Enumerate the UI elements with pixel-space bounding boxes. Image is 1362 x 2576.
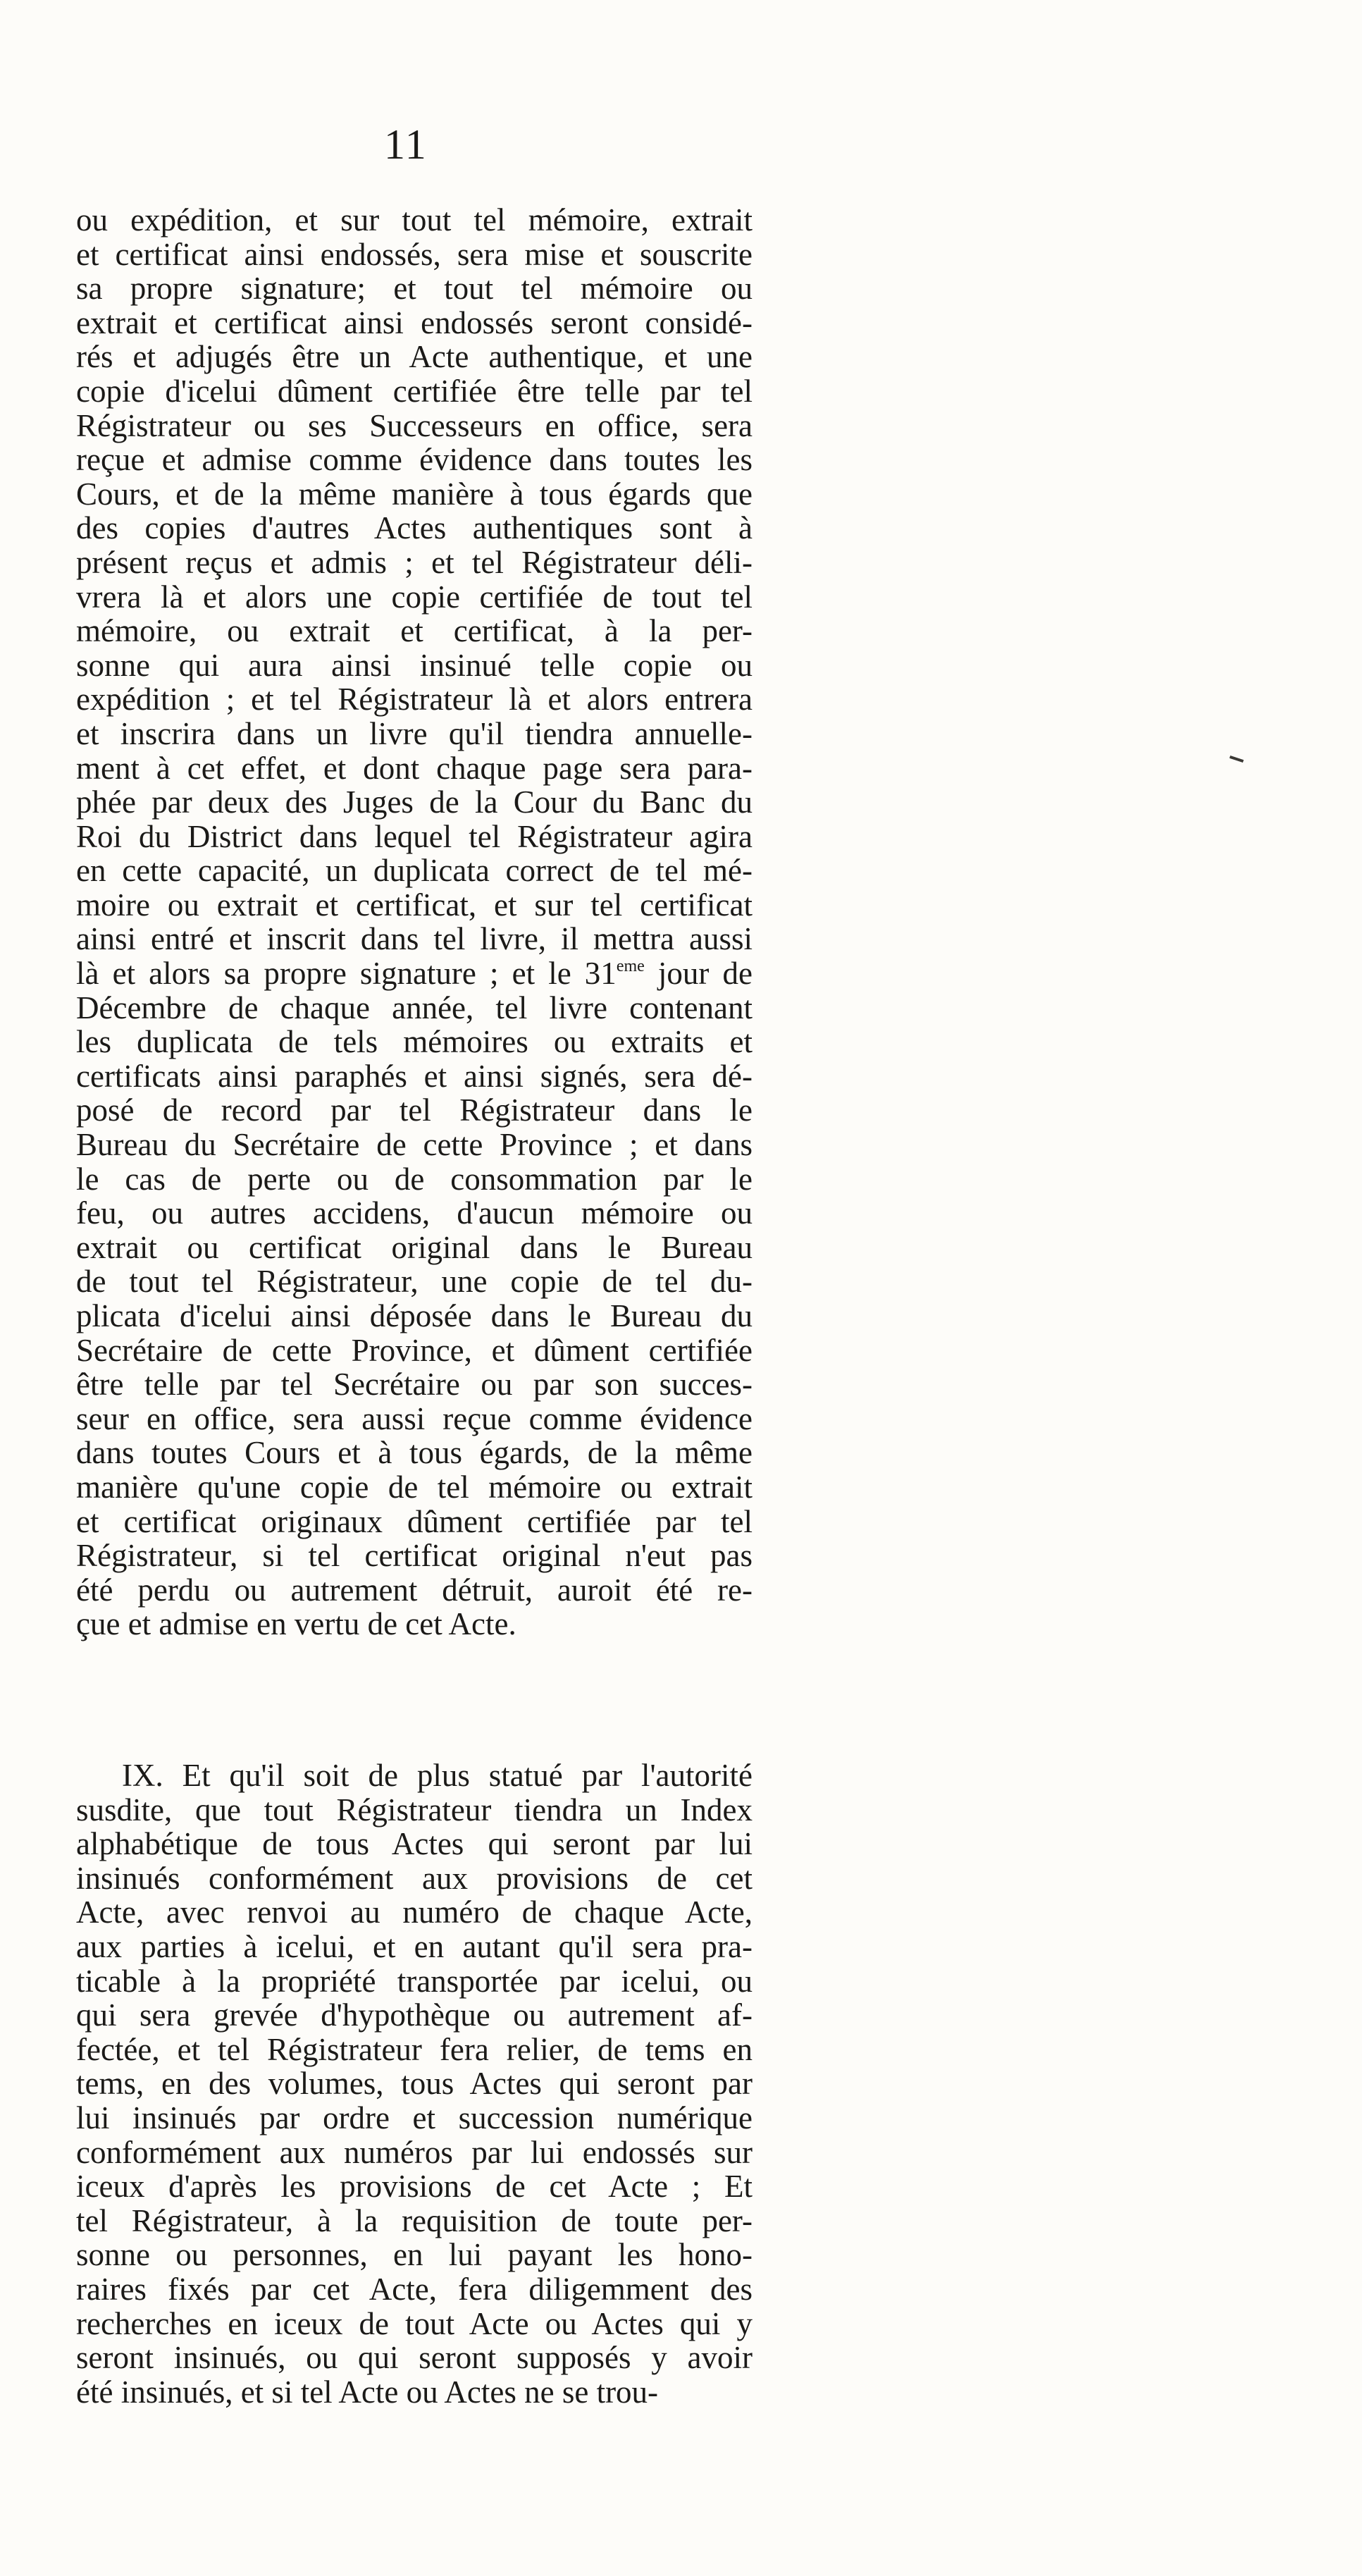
text-line: été insinués, et si tel Acte ou Actes ne se trou-: [76, 2374, 659, 2410]
text-line: ainsi entré et inscrit dans tel livre, il mettra aussi: [76, 921, 753, 957]
text-line: posé de record par tel Régistrateur dans le: [76, 1092, 753, 1128]
text-line: tel Régistrateur, à la requisition de toute per-: [76, 2202, 753, 2238]
text-line: susdite, que tout Régistrateur tiendra un Index: [76, 1792, 753, 1828]
text-line: extrait et certificat ainsi endossés seront considé-: [76, 304, 753, 340]
text-line: mémoire, ou extrait et certificat, à la per-: [76, 613, 753, 649]
text-line: ment à cet effet, et dont chaque page sera para-: [76, 750, 753, 786]
text-line: insinués conformément aux provisions de cet: [76, 1860, 753, 1896]
text-line: seur en office, sera aussi reçue comme évidence: [76, 1400, 753, 1436]
text-line: présent reçus et admis ; et tel Régistrateur déli-: [76, 544, 753, 580]
text-line: phée par deux des Juges de la Cour du Banc du: [76, 784, 753, 820]
text-line: fectée, et tel Régistrateur fera relier, de tems en: [76, 2031, 753, 2067]
text-line: sa propre signature; et tout tel mémoire ou: [76, 271, 753, 307]
text-line: IX. Et qu'il soit de plus statué par l'autorité: [122, 1758, 753, 1793]
text-fragment: jour de: [644, 956, 753, 992]
text-line: [76, 956, 753, 991]
text-line: Roi du District dans lequel tel Régistrateur agira: [76, 818, 753, 854]
text-line: Décembre de chaque année, tel livre contenant: [76, 990, 753, 1025]
page-number: 11: [384, 121, 428, 168]
text-line: çue et admise en vertu de cet Acte.: [76, 1606, 516, 1642]
text-line: ou expédition, et sur tout tel mémoire, extrait: [76, 202, 753, 238]
text-line: être telle par tel Secrétaire ou par son succes-: [76, 1367, 753, 1403]
text-line: de tout tel Régistrateur, une copie de tel du-: [76, 1264, 753, 1300]
text-line: le cas de perte ou de consommation par le: [76, 1161, 753, 1197]
ink-mark: [1230, 756, 1244, 763]
text-line: feu, ou autres accidens, d'aucun mémoire ou: [76, 1195, 753, 1231]
text-line: des copies d'autres Actes authentiques sont à: [76, 510, 753, 546]
text-line: et certificat ainsi endossés, sera mise et souscrite: [76, 236, 753, 272]
text-line: et inscrira dans un livre qu'il tiendra annuelle-: [76, 715, 753, 751]
text-line: dans toutes Cours et à tous égards, de la même: [76, 1435, 753, 1471]
text-line: moire ou extrait et certificat, et sur tel certificat: [76, 887, 753, 923]
text-line: recherches en iceux de tout Acte ou Actes qui y: [76, 2305, 753, 2341]
text-line: tems, en des volumes, tous Actes qui seront par: [76, 2066, 753, 2102]
text-line: les duplicata de tels mémoires ou extraits et: [76, 1024, 753, 1060]
ordinal-superscript: eme: [616, 957, 645, 976]
text-line: extrait ou certificat original dans le Bureau: [76, 1229, 753, 1265]
text-line: Régistrateur ou ses Successeurs en office, sera: [76, 407, 753, 443]
text-line: qui sera grevée d'hypothèque ou autrement af-: [76, 1997, 753, 2033]
text-line: Cours, et de la même manière à tous égards que: [76, 476, 753, 512]
text-line: été perdu ou autrement détruit, auroit été re-: [76, 1572, 753, 1608]
text-line: aux parties à icelui, et en autant qu'il sera pra-: [76, 1928, 753, 1964]
text-line: Bureau du Secrétaire de cette Province ; et dans: [76, 1127, 753, 1163]
text-line: reçue et admise comme évidence dans toutes les: [76, 442, 753, 478]
text-line: expédition ; et tel Régistrateur là et alors entrera: [76, 682, 753, 717]
text-line: vrera là et alors une copie certifiée de tout tel: [76, 579, 753, 615]
paragraph-section-ix: [76, 1758, 753, 2409]
text-line: manière qu'une copie de tel mémoire ou extrait: [76, 1469, 753, 1505]
text-line: seront insinués, ou qui seront supposés y avoir: [76, 2340, 753, 2376]
text-line: certificats ainsi paraphés et ainsi signés, sera dé-: [76, 1058, 753, 1094]
text-line: alphabétique de tous Actes qui seront par lui: [76, 1826, 753, 1862]
text-line: Acte, avec renvoi au numéro de chaque Acte,: [76, 1894, 753, 1930]
text-line: lui insinués par ordre et succession numérique: [76, 2100, 753, 2136]
text-line: en cette capacité, un duplicata correct de tel mé-: [76, 853, 753, 889]
text-fragment: là et alors sa propre signature ; et le 31: [76, 956, 617, 992]
text-line: iceux d'après les provisions de cet Acte ; Et: [76, 2169, 753, 2205]
text-line: sonne ou personnes, en lui payant les hono-: [76, 2237, 753, 2273]
text-line: Régistrateur, si tel certificat original n'eut pas: [76, 1538, 753, 1574]
text-line: raires fixés par cet Acte, fera diligemment des: [76, 2271, 753, 2307]
paragraph-continuation: [76, 203, 753, 1641]
text-line: sonne qui aura ainsi insinué telle copie ou: [76, 647, 753, 683]
text-line: plicata d'icelui ainsi déposée dans le Bureau du: [76, 1298, 753, 1333]
text-line: copie d'icelui dûment certifiée être telle par tel: [76, 373, 753, 409]
text-line: Secrétaire de cette Province, et dûment certifiée: [76, 1332, 753, 1368]
text-line: ticable à la propriété transportée par icelui, ou: [76, 1963, 753, 1999]
text-line: rés et adjugés être un Acte authentique, et une: [76, 339, 753, 375]
text-line: conformément aux numéros par lui endossés sur: [76, 2134, 753, 2170]
text-line: et certificat originaux dûment certifiée par tel: [76, 1503, 753, 1539]
